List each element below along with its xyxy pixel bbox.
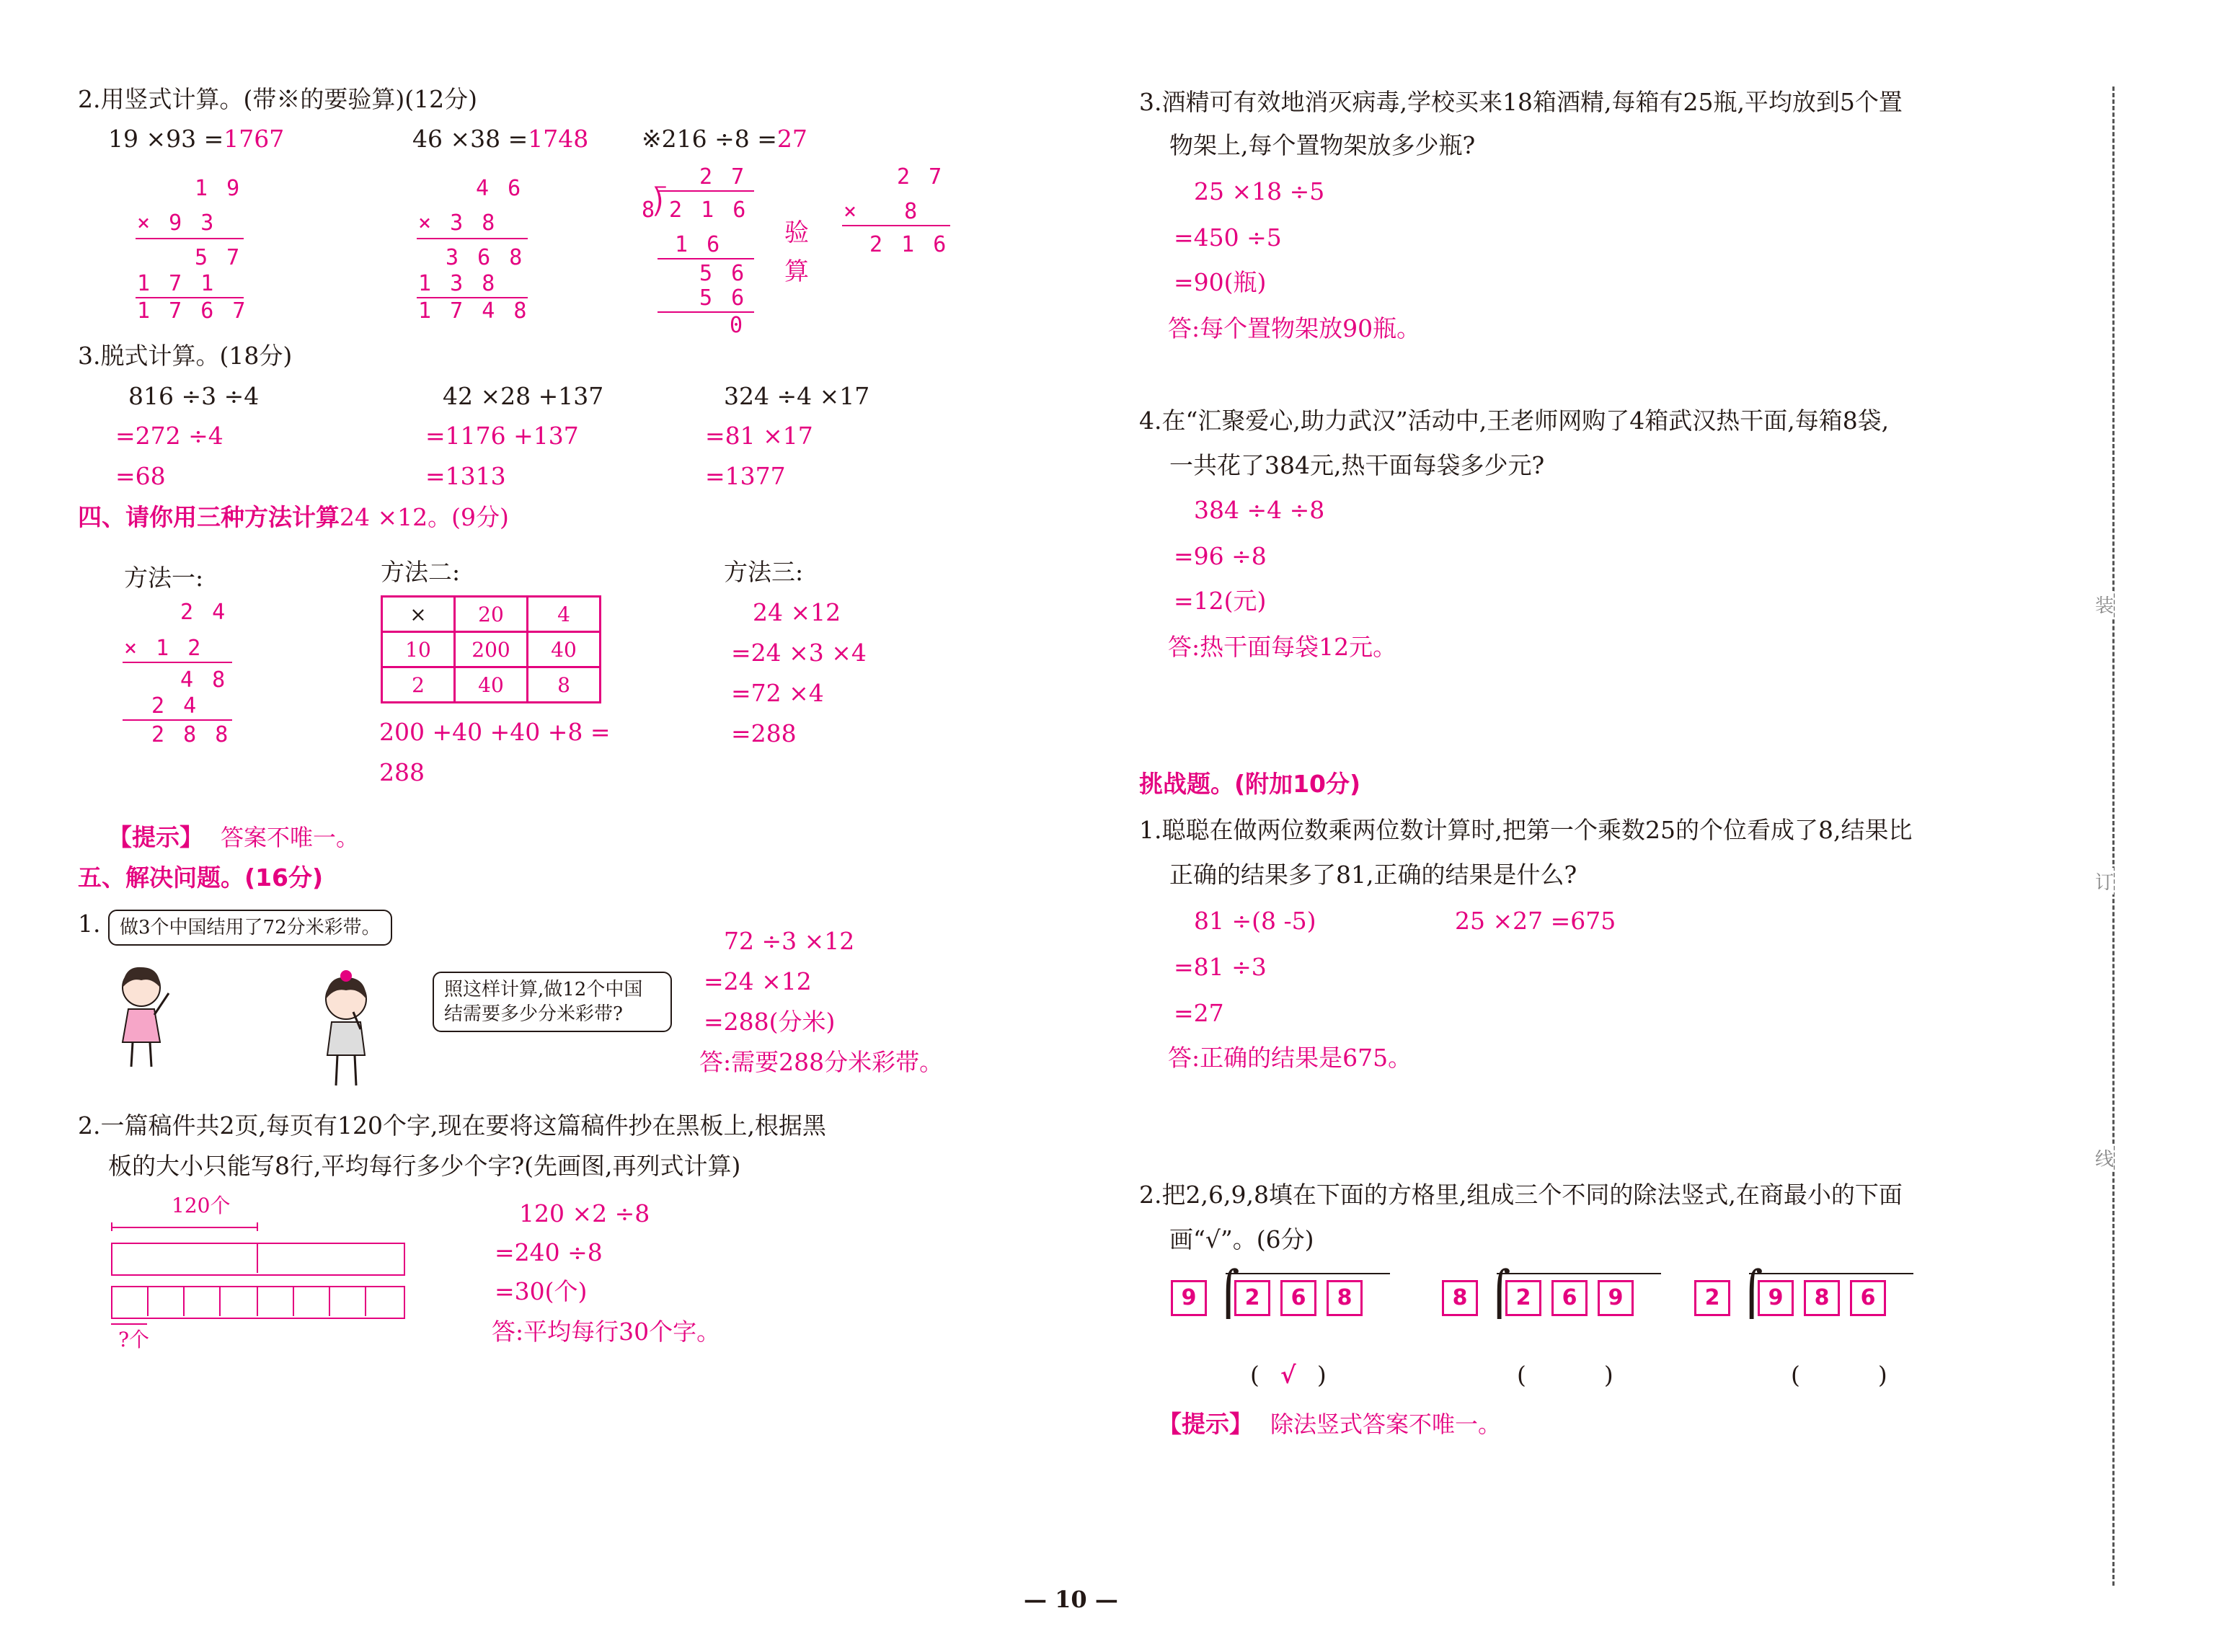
sec4-title: 四、请你用三种方法计算24 ×12。(9分)	[78, 503, 509, 531]
e3-dividend: 2 1 6	[669, 197, 749, 223]
c-p1-line2: 正确的结果多了81,正确的结果是什么?	[1169, 861, 1577, 889]
p1-number: 1.	[78, 910, 101, 938]
check-row2: × 8	[844, 199, 921, 224]
q3-col2-step2: =1313	[425, 462, 506, 490]
method3-expr: 24 ×12	[753, 598, 841, 626]
method3-step3: =288	[731, 719, 797, 747]
c-p1-step2: =27	[1174, 999, 1224, 1027]
division-2: 8 2 6 9	[1442, 1280, 1644, 1316]
q3-col1-step1: =272 ÷4	[115, 422, 223, 450]
e1-row3: 5 7	[195, 245, 243, 270]
r-q3-answer: 答:每个置物架放90瓶。	[1168, 314, 1421, 342]
paren-2: ( )	[1517, 1361, 1613, 1389]
paren-1: ( √ )	[1250, 1361, 1327, 1389]
binding-dashed-line	[2112, 86, 2115, 1586]
r-q3-step2: =90(瓶)	[1174, 268, 1267, 296]
check-row1: 2 7	[897, 164, 945, 190]
q3-col3-step1: =81 ×17	[705, 422, 813, 450]
m1-row2: × 1 2	[124, 636, 204, 661]
check-label: 验算	[784, 218, 809, 286]
q2-e1: 19 ×93 =1767	[108, 125, 285, 153]
e2-row5: 1 7 4 8	[418, 298, 530, 324]
e2-row3: 3 6 8	[446, 245, 526, 270]
q2-e3: ※216 ÷8 =27	[642, 125, 807, 153]
q2-title: 2.用竖式计算。(带※的要验算)(12分)	[78, 85, 477, 113]
r-q4-line1: 4.在“汇聚爱心,助力武汉”活动中,王老师网购了4箱武汉热干面,每箱8袋,	[1139, 407, 1890, 435]
method3-step2: =72 ×4	[731, 679, 824, 707]
r-q3-line1: 3.酒精可有效地消灭病毒,学校买来18箱酒精,每箱有25瓶,平均放到5个置	[1139, 88, 1903, 116]
margin-char-2: 订	[2095, 868, 2114, 894]
method3-label: 方法三:	[724, 558, 804, 586]
speech-bubble-1: 做3个中国结用了72分米彩带。	[108, 910, 392, 946]
e2-row2: × 3 8	[418, 210, 498, 236]
q3-col3-step2: =1377	[705, 462, 786, 490]
c-p1-expr-b: 25 ×27 =675	[1455, 907, 1616, 935]
c-p2-line2: 画“√”。(6分)	[1169, 1225, 1314, 1253]
challenge-hint: 【提示】 除法竖式答案不唯一。	[1158, 1410, 1502, 1438]
girl-illustration-1	[108, 959, 180, 1074]
p1-expr: 72 ÷3 ×12	[724, 927, 855, 955]
e3-divisor: 8	[642, 197, 658, 223]
e2-row4: 1 3 8	[418, 271, 498, 296]
p2-step1: =240 ÷8	[495, 1238, 603, 1266]
sec4-hint: 【提示】 答案不唯一。	[108, 823, 360, 851]
c-p1-step1: =81 ÷3	[1174, 953, 1267, 981]
p1-step2: =288(分米)	[704, 1008, 836, 1036]
method3-step1: =24 ×3 ×4	[731, 639, 867, 667]
division-3: 2 9 8 6	[1694, 1280, 1896, 1316]
e1-row1: 1 9	[195, 176, 243, 201]
method2-grid: × 20 4 10 200 40 2 40 8	[381, 595, 601, 703]
q3-title: 3.脱式计算。(18分)	[78, 342, 293, 370]
challenge-title: 挑战题。(附加10分)	[1139, 770, 1361, 798]
p2-question-line2: 板的大小只能写8行,平均每行多少个字?(先画图,再列式计算)	[108, 1152, 741, 1180]
q3-col2-expr: 42 ×28 +137	[443, 382, 604, 410]
e3-remainder: 0	[730, 313, 746, 338]
method2-sum: 200 +40 +40 +8 =	[379, 718, 611, 746]
e1-row2: × 9 3	[137, 210, 217, 236]
r-q3-step1: =450 ÷5	[1174, 223, 1282, 252]
q2-e2: 46 ×38 =1748	[412, 125, 589, 153]
division-1: 9 2 6 8	[1171, 1280, 1373, 1316]
e3-step2: 5 6	[699, 261, 748, 286]
r-q4-step1: =96 ÷8	[1174, 542, 1267, 570]
speech-bubble-2: 照这样计算,做12个中国结需要多少分米彩带?	[433, 972, 672, 1032]
e3-step3: 5 6	[699, 285, 748, 311]
m1-row3: 4 8	[180, 667, 229, 693]
p2-step2: =30(个)	[495, 1277, 588, 1305]
page-number: — 10 —	[1024, 1586, 1118, 1613]
method1-label: 方法一:	[124, 564, 204, 592]
r-q4-step2: =12(元)	[1174, 587, 1267, 615]
diagram-bar-rows	[111, 1286, 405, 1319]
q3-col2-step1: =1176 +137	[425, 422, 579, 450]
check-row3: 2 1 6	[869, 232, 949, 257]
r-q3-expr: 25 ×18 ÷5	[1194, 177, 1325, 205]
method2-result: 288	[379, 758, 425, 786]
paren-3: ( )	[1791, 1361, 1887, 1389]
diagram-bar-pages	[111, 1243, 405, 1276]
q3-col1-step2: =68	[115, 462, 166, 490]
p1-step1: =24 ×12	[704, 967, 812, 995]
e1-row4: 1 7 1	[137, 271, 217, 296]
r-q4-answer: 答:热干面每袋12元。	[1168, 633, 1397, 661]
p2-expr: 120 ×2 ÷8	[519, 1199, 650, 1227]
c-p1-expr: 81 ÷(8 -5)	[1194, 907, 1316, 935]
c-p2-line1: 2.把2,6,9,8填在下面的方格里,组成三个不同的除法竖式,在商最小的下面	[1139, 1181, 1903, 1209]
e2-row1: 4 6	[476, 176, 524, 201]
m1-row1: 2 4	[180, 600, 229, 625]
p1-answer: 答:需要288分米彩带。	[699, 1048, 944, 1076]
p2-question-line1: 2.一篇稿件共2页,每页有120个字,现在要将这篇稿件抄在黑板上,根据黑	[78, 1111, 826, 1140]
c-p1-line1: 1.聪聪在做两位数乘两位数计算时,把第一个乘数25的个位看成了8,结果比	[1139, 816, 1913, 844]
sec5-title: 五、解决问题。(16分)	[78, 863, 324, 892]
m1-row4: 2 4	[151, 693, 200, 719]
r-q4-expr: 384 ÷4 ÷8	[1194, 496, 1325, 524]
r-q4-line2: 一共花了384元,热干面每袋多少元?	[1169, 451, 1545, 479]
e3-step1: 1 6	[675, 232, 723, 257]
method2-label: 方法二:	[381, 558, 461, 586]
c-p1-answer: 答:正确的结果是675。	[1168, 1044, 1412, 1072]
q3-col3-expr: 324 ÷4 ×17	[724, 382, 870, 410]
r-q3-line2: 物架上,每个置物架放多少瓶?	[1169, 131, 1476, 159]
e3-quotient: 2 7	[699, 164, 748, 190]
p2-answer: 答:平均每行30个字。	[492, 1318, 721, 1346]
margin-char-1: 装	[2095, 591, 2114, 618]
diagram-bottom-label: ?个	[118, 1328, 150, 1351]
q3-col1-expr: 816 ÷3 ÷4	[128, 382, 260, 410]
e1-row5: 1 7 6 7	[137, 298, 249, 324]
diagram-top-label: 120个	[172, 1194, 231, 1217]
margin-char-3: 线	[2095, 1145, 2114, 1171]
girl-illustration-2	[310, 970, 382, 1093]
m1-row5: 2 8 8	[151, 722, 231, 747]
